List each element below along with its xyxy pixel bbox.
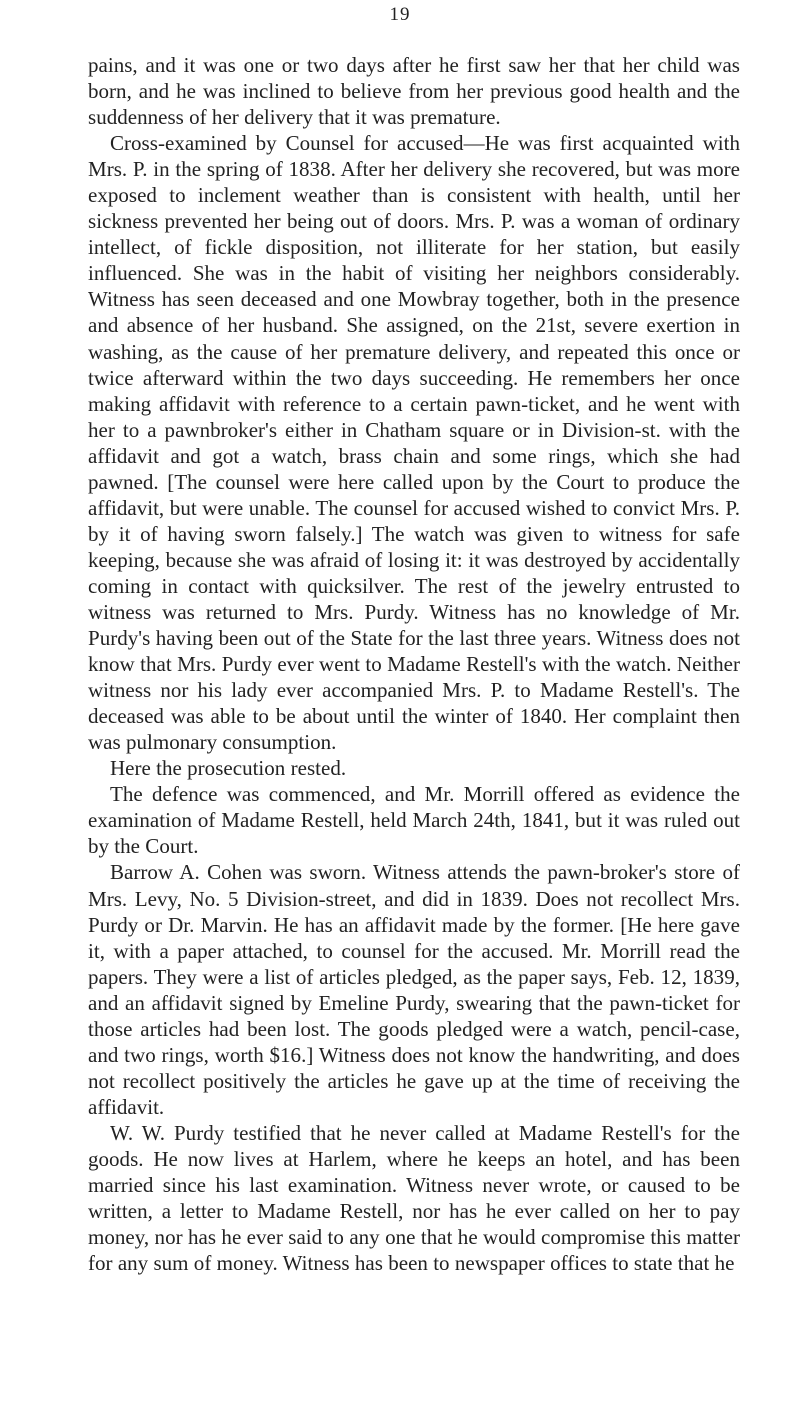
paragraph-continuation: pains, and it was one or two days after he first saw her that her child was born, and he was inclined to believe from her previous good health and the suddenness of her delivery that it was premature. [88,53,740,130]
paragraph-cohen-testimony: Barrow A. Cohen was sworn. Witness attends the pawn-broker's store of Mrs. Levy, No. 5 Division-street, and did in 1839. Does not recollect Mrs. Purdy or Dr. Marvin. He has an affidavit made by the former. [He here gave it, with a paper attached, to counsel for the accused. Mr. Morrill read the papers. They were a list of articles pledged, as the paper says, Feb. 12, 1839, and an affidavit signed by Emeline Purdy, swearing that the pawn-ticket for those articles had been lost. The goods pledged were a watch, pencil-case, and two rings, worth $16.] Witness does not know the handwriting, and does not recollect positively the articles he gave up at the time of receiving the affidavit. [88,860,740,1119]
body-text [88,52,740,1276]
paragraph-prosecution-rested: Here the prosecution rested. [110,756,347,781]
page-number: 19 [389,4,411,25]
paragraph-defence-commenced: The defence was commenced, and Mr. Morrill offered as evidence the examination of Madame Restell, held March 24th, 1841, but it was ruled out by the Court. [88,782,740,859]
paragraph-purdy-testimony: W. W. Purdy testified that he never called at Madame Restell's for the goods. He now lives at Harlem, where he keeps an hotel, and has been married since his last examination. Witness never wrote, or caused to be written, a letter to Madame Restell, nor has he ever called on her to pay money, nor has he ever said to any one that he would compromise this matter for any sum of money. Witness has been to newspaper offices to state that he [88,1120,740,1276]
paragraph-cross-examination: Cross-examined by Counsel for accused—He was first acquainted with Mrs. P. in the spring of 1838. After her delivery she recovered, but was more exposed to inclement weather than is consistent with health, until her sickness prevented her being out of doors. Mrs. P. was a woman of ordinary intellect, of fickle disposition, not illiterate for her station, but easily influenced. She was in the habit of visiting her neighbors considerably. Witness has seen deceased and one Mowbray together, both in the presence and absence of her husband. She assigned, on the 21st, severe exertion in washing, as the cause of her premature delivery, and repeated this once or twice afterward within the two days succeeding. He remembers her once making affidavit with reference to a certain pawn-ticket, and he went with her to a pawnbroker's either in Chatham square or in Division-st. with the affidavit and got a watch, brass chain and some rings, which she had pawned. [The counsel were here called upon by the Court to produce the affidavit, but were unable. The counsel for accused wished to convict Mrs. P. by it of having sworn falsely.] The watch was given to witness for safe keeping, because she was afraid of losing it: it was destroyed by accidentally coming in contact with quicksilver. The rest of the jewelry entrusted to witness was returned to Mrs. Purdy. Witness has no knowledge of Mr. Purdy's having been out of the State for the last three years. Witness does not know that Mrs. Purdy ever went to Madame Restell's with the watch. Neither witness nor his lady ever accompanied Mrs. P. to Madame Restell's. The deceased was able to be about until the winter of 1840. Her complaint then was pulmonary consumption. [88,131,740,755]
